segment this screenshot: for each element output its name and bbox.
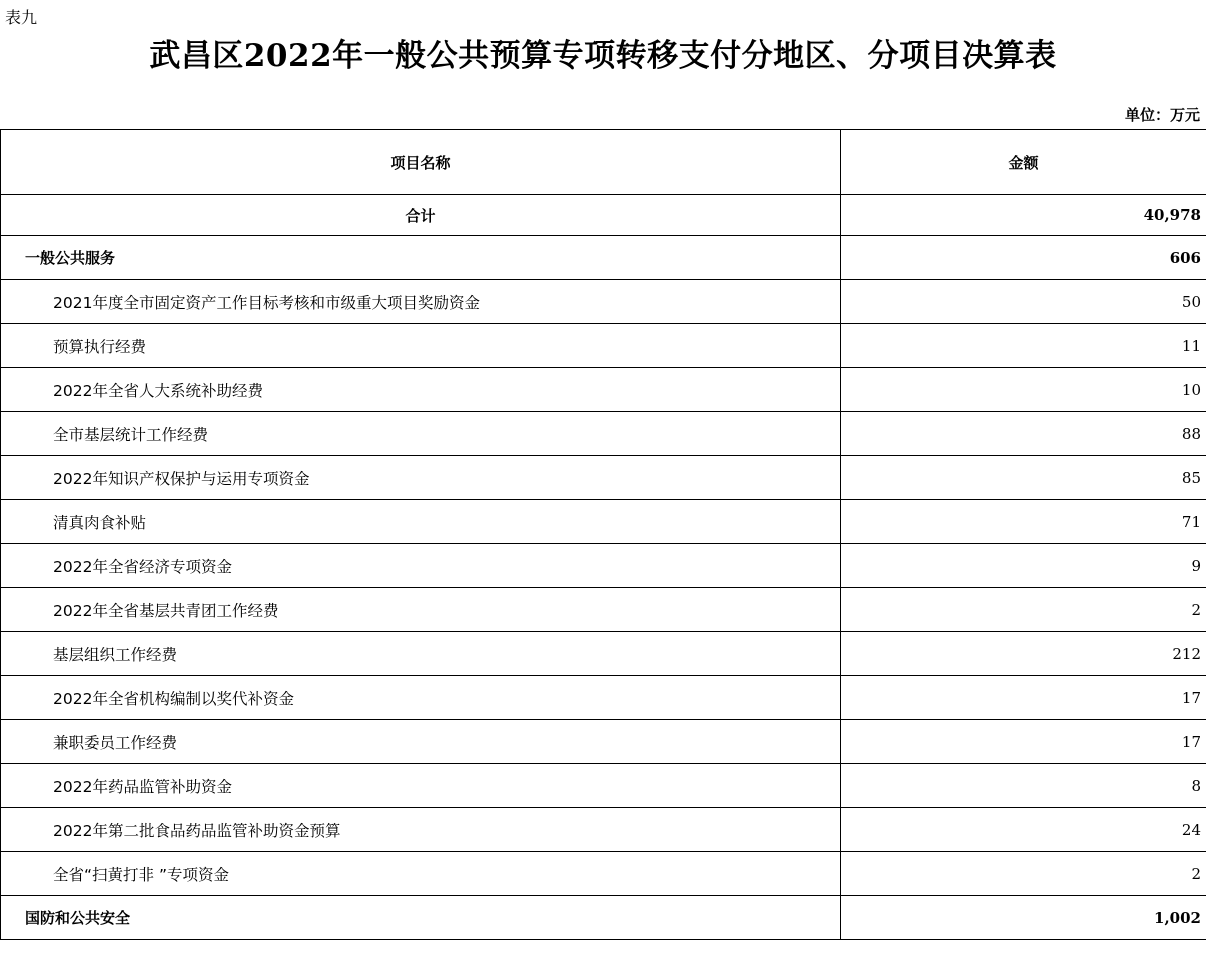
table-header-row <box>1 130 1206 195</box>
row-amount-cell: 212 <box>841 632 1206 676</box>
row-name-cell: 2022年全省人大系统补助经费 <box>1 368 841 412</box>
row-name-cell: 2022年全省基层共青团工作经费 <box>1 588 841 632</box>
row-amount-cell: 17 <box>841 676 1206 720</box>
header-name-cell: 项目名称 <box>1 130 841 195</box>
item-row <box>1 720 1206 764</box>
row-name-cell: 预算执行经费 <box>1 324 841 368</box>
unit-label: 单位：万元 <box>1124 106 1200 124</box>
item-row <box>1 280 1206 324</box>
item-row <box>1 676 1206 720</box>
row-name-cell: 兼职委员工作经费 <box>1 720 841 764</box>
row-name-cell: 2021年度全市固定资产工作目标考核和市级重大项目奖励资金 <box>1 280 841 324</box>
budget-table <box>0 129 1206 940</box>
row-amount-cell: 88 <box>841 412 1206 456</box>
document-title: 武昌区2022年一般公共预算专项转移支付分地区、分项目决算表 <box>149 38 1057 74</box>
row-amount-cell: 606 <box>841 236 1206 280</box>
item-row <box>1 808 1206 852</box>
row-amount-cell: 50 <box>841 280 1206 324</box>
row-amount-cell: 71 <box>841 500 1206 544</box>
row-amount-cell: 1,002 <box>841 896 1206 940</box>
total-row <box>1 195 1206 236</box>
row-name-cell: 全市基层统计工作经费 <box>1 412 841 456</box>
row-name-cell: 2022年全省机构编制以奖代补资金 <box>1 676 841 720</box>
row-name-cell: 基层组织工作经费 <box>1 632 841 676</box>
row-amount-cell: 8 <box>841 764 1206 808</box>
item-row <box>1 456 1206 500</box>
row-amount-cell: 2 <box>841 852 1206 896</box>
row-amount-cell: 9 <box>841 544 1206 588</box>
row-amount-cell: 2 <box>841 588 1206 632</box>
row-name-cell: 2022年药品监管补助资金 <box>1 764 841 808</box>
row-amount-cell: 24 <box>841 808 1206 852</box>
category-row <box>1 236 1206 280</box>
item-row <box>1 588 1206 632</box>
item-row <box>1 324 1206 368</box>
row-amount-cell: 85 <box>841 456 1206 500</box>
row-amount-cell: 11 <box>841 324 1206 368</box>
item-row <box>1 852 1206 896</box>
item-row <box>1 764 1206 808</box>
row-name-cell: 2022年全省经济专项资金 <box>1 544 841 588</box>
category-row <box>1 896 1206 940</box>
item-row <box>1 544 1206 588</box>
row-name-cell: 全省“扫黄打非 ”专项资金 <box>1 852 841 896</box>
row-name-cell: 2022年第二批食品药品监管补助资金预算 <box>1 808 841 852</box>
item-row <box>1 368 1206 412</box>
row-amount-cell: 10 <box>841 368 1206 412</box>
table-label: 表九 <box>5 8 38 27</box>
row-name-cell: 国防和公共安全 <box>1 896 841 940</box>
total-amount-cell: 40,978 <box>841 195 1206 236</box>
header-amount-cell: 金额 <box>841 130 1206 195</box>
row-name-cell: 2022年知识产权保护与运用专项资金 <box>1 456 841 500</box>
item-row <box>1 632 1206 676</box>
row-name-cell: 清真肉食补贴 <box>1 500 841 544</box>
row-amount-cell: 17 <box>841 720 1206 764</box>
item-row <box>1 500 1206 544</box>
row-name-cell: 一般公共服务 <box>1 236 841 280</box>
item-row <box>1 412 1206 456</box>
total-name-cell: 合计 <box>1 195 841 236</box>
